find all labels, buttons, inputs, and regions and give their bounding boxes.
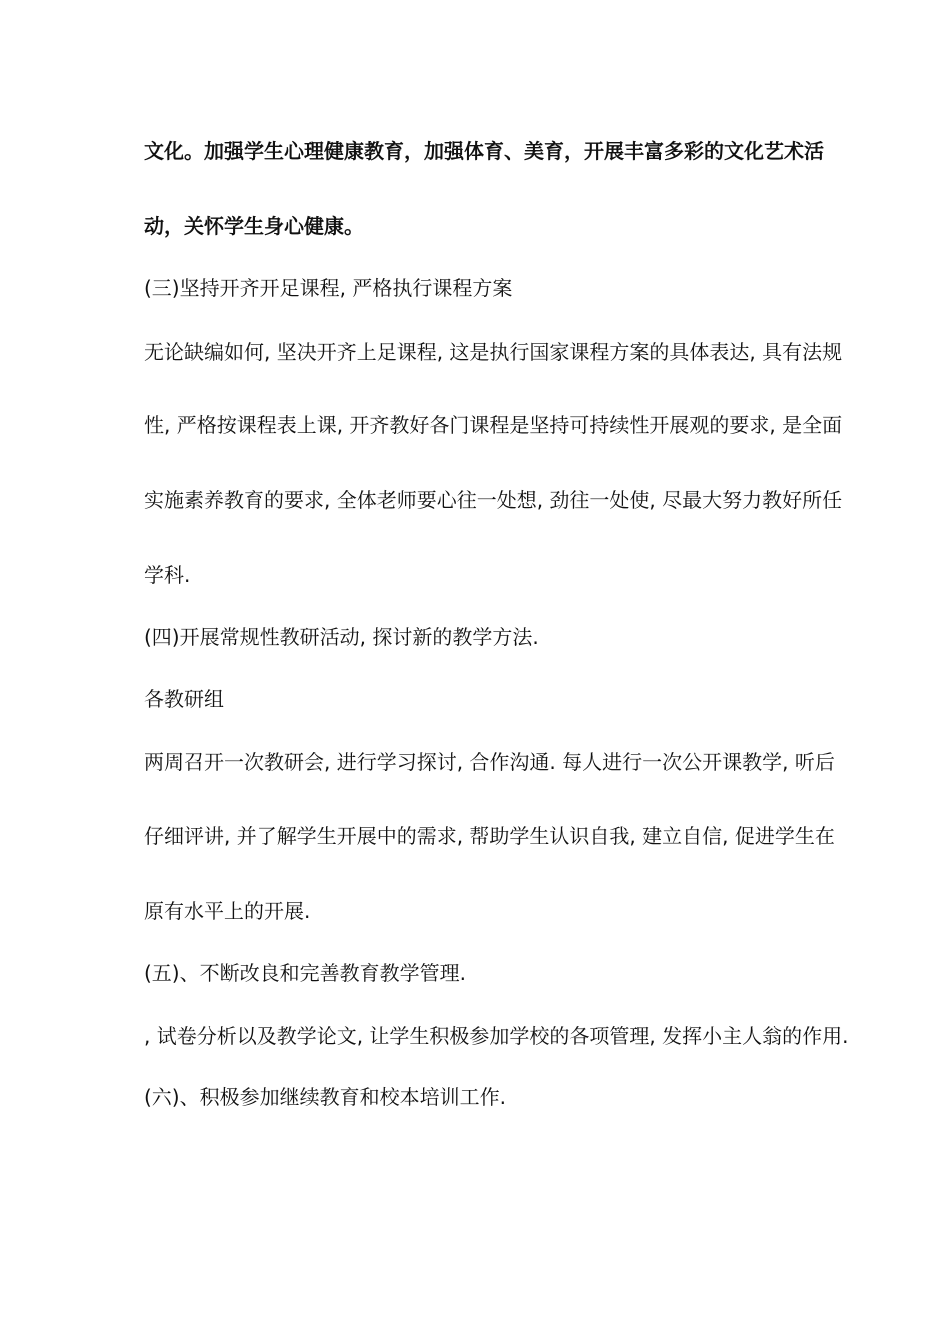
- paragraph-line-health: 动，关怀学生身心健康。: [144, 214, 364, 238]
- section-heading-5: (五)、不断改良和完善教育教学管理.: [144, 961, 466, 985]
- paragraph-line-groups: 各教研组: [144, 687, 224, 711]
- paragraph-line-courses-2: 性, 严格按课程表上课, 开齐教好各门课程是坚持可持续性开展观的要求, 是全面: [144, 413, 843, 437]
- paragraph-line-management: , 试卷分析以及教学论文, 让学生积极参加学校的各项管理, 发挥小主人翁的作用.: [144, 1024, 849, 1048]
- section-heading-3: (三)坚持开齐开足课程, 严格执行课程方案: [144, 276, 513, 300]
- paragraph-line-research-2: 仔细评讲, 并了解学生开展中的需求, 帮助学生认识自我, 建立自信, 促进学生在: [144, 824, 835, 848]
- paragraph-line-research-3: 原有水平上的开展.: [144, 899, 311, 923]
- section-heading-4: (四)开展常规性教研活动, 探讨新的教学方法.: [144, 625, 539, 649]
- section-heading-6: (六)、积极参加继续教育和校本培训工作.: [144, 1085, 506, 1109]
- paragraph-line-courses-1: 无论缺编如何, 坚决开齐上足课程, 这是执行国家课程方案的具体表达, 具有法规: [144, 340, 843, 364]
- paragraph-line-courses-4: 学科.: [144, 563, 191, 587]
- paragraph-line-culture: 文化。加强学生心理健康教育，加强体育、美育，开展丰富多彩的文化艺术活: [144, 139, 824, 163]
- paragraph-line-research-1: 两周召开一次教研会, 进行学习探讨, 合作沟通. 每人进行一次公开课教学, 听后: [144, 750, 835, 774]
- paragraph-line-courses-3: 实施素养教育的要求, 全体老师要心往一处想, 劲往一处使, 尽最大努力教好所任: [144, 488, 843, 512]
